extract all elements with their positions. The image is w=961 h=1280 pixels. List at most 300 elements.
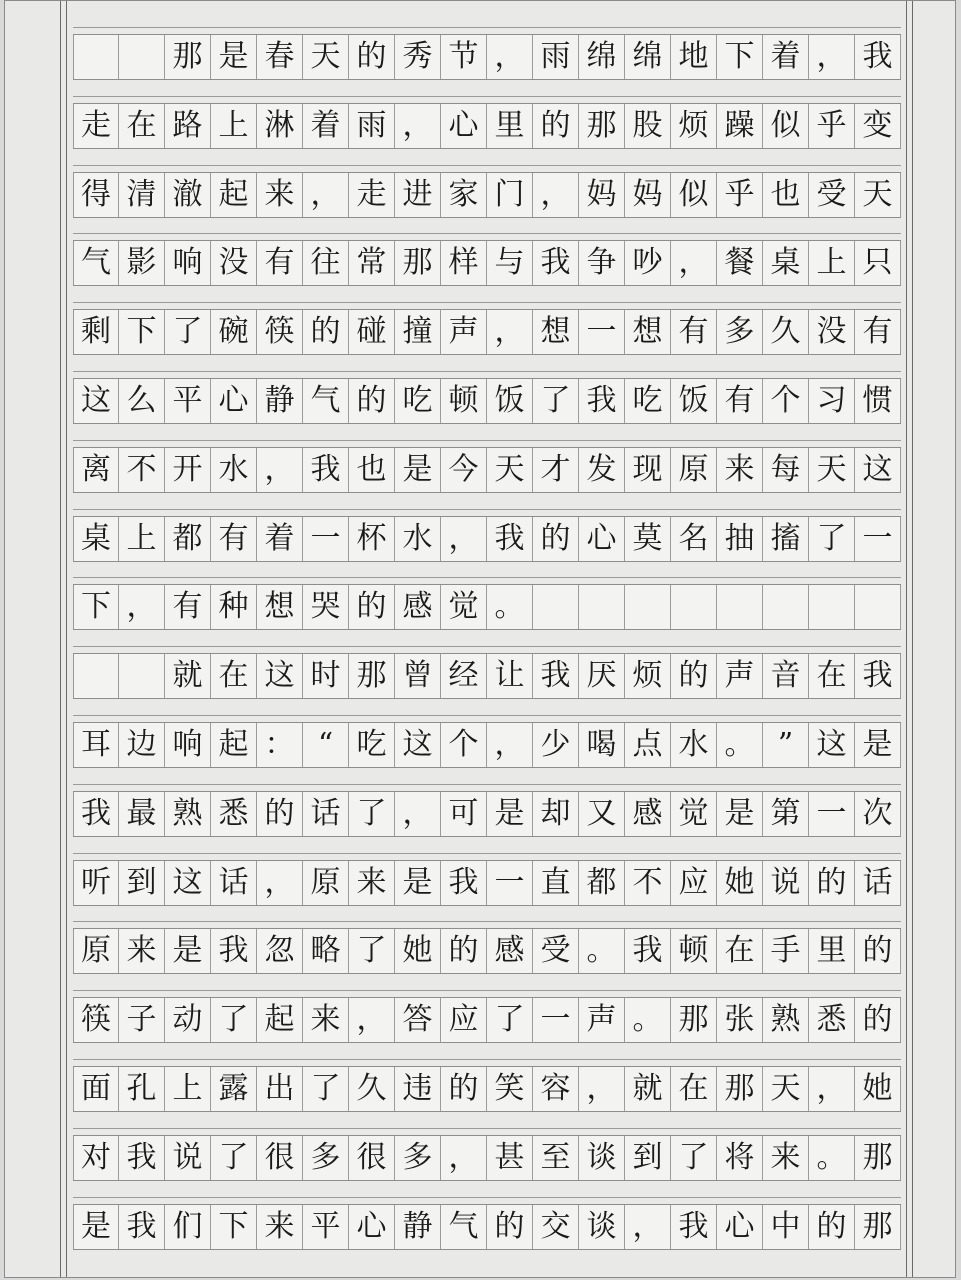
grid-cell (855, 585, 901, 629)
grid-cell: 甚 (487, 1136, 533, 1180)
grid-cell (119, 35, 165, 79)
grid-cell: 那 (671, 998, 717, 1042)
grid-cell: 是 (717, 792, 763, 836)
grid-cell: 容 (533, 1067, 579, 1111)
grid-cell: 听 (73, 861, 119, 905)
grid-cell: ， (441, 1136, 487, 1180)
grid-cell: 杯 (349, 517, 395, 561)
grid-cell: 交 (533, 1205, 579, 1249)
grid-cell: 想 (257, 585, 303, 629)
grid-cell: 气 (441, 1205, 487, 1249)
grid-cell: 躁 (717, 104, 763, 148)
grid-row (73, 378, 901, 424)
grid-cell: 感 (625, 792, 671, 836)
grid-cell: 绵 (625, 35, 671, 79)
left-margin-line (60, 1, 61, 1277)
grid-cell: 我 (441, 861, 487, 905)
grid-cell: 原 (671, 448, 717, 492)
grid-cell: 天 (763, 1067, 809, 1111)
grid-row (73, 791, 901, 837)
grid-cell: 上 (165, 1067, 211, 1111)
grid-cell: 子 (119, 998, 165, 1042)
grid-cell: 上 (119, 517, 165, 561)
grid-cell: 来 (349, 861, 395, 905)
grid-cell: 话 (211, 861, 257, 905)
grid-cell: 有 (211, 517, 257, 561)
grid-cell: 变 (855, 104, 901, 148)
grid-cell: 都 (165, 517, 211, 561)
grid-cell: 着 (257, 517, 303, 561)
grid-cell: 没 (211, 241, 257, 285)
grid-cell: 也 (763, 173, 809, 217)
grid-row (73, 1204, 901, 1250)
grid-cell: 不 (119, 448, 165, 492)
grid-cell: 吵 (625, 241, 671, 285)
grid-cell: 乎 (717, 173, 763, 217)
grid-cell (73, 654, 119, 698)
grid-cell (625, 585, 671, 629)
grid-cell: 熟 (763, 998, 809, 1042)
grid-cell: 这 (165, 861, 211, 905)
grid-cell: 离 (73, 448, 119, 492)
grid-cell: 常 (349, 241, 395, 285)
grid-cell: 是 (165, 929, 211, 973)
grid-cell: 笑 (487, 1067, 533, 1111)
grid-cell: 顿 (671, 929, 717, 973)
grid-cell: 多 (303, 1136, 349, 1180)
grid-cell: 经 (441, 654, 487, 698)
grid-cell: 饭 (671, 379, 717, 423)
grid-cell: 种 (211, 585, 257, 629)
grid-cell: 有 (717, 379, 763, 423)
grid-cell: 。 (717, 723, 763, 767)
grid-cell: 水 (211, 448, 257, 492)
grid-cell: 这 (395, 723, 441, 767)
grid-cell: ， (487, 35, 533, 79)
grid-cell: 的 (487, 1205, 533, 1249)
grid-cell (533, 585, 579, 629)
grid-cell (763, 585, 809, 629)
grid-cell: 熟 (165, 792, 211, 836)
grid-cell: 影 (119, 241, 165, 285)
grid-cell: ， (487, 310, 533, 354)
grid-cell: 是 (395, 448, 441, 492)
grid-cell: 在 (717, 929, 763, 973)
grid-cell: 筷 (257, 310, 303, 354)
grid-cell: 了 (165, 310, 211, 354)
grid-cell: 了 (303, 1067, 349, 1111)
grid-cell: 烦 (625, 654, 671, 698)
grid-cell: ， (809, 1067, 855, 1111)
grid-cell: 走 (73, 104, 119, 148)
grid-cell: 进 (395, 173, 441, 217)
grid-cell: 违 (395, 1067, 441, 1111)
grid-cell: 水 (395, 517, 441, 561)
grid-cell: 起 (211, 723, 257, 767)
grid-cell: 应 (441, 998, 487, 1042)
grid-cell: 平 (303, 1205, 349, 1249)
grid-cell: 在 (119, 104, 165, 148)
grid-cell: ， (257, 861, 303, 905)
grid-cell: 似 (763, 104, 809, 148)
grid-cell: 开 (165, 448, 211, 492)
grid-cell: 一 (487, 861, 533, 905)
grid-cell: 吃 (625, 379, 671, 423)
grid-cell: 少 (533, 723, 579, 767)
grid-row (73, 1066, 901, 1112)
grid-cell: 绵 (579, 35, 625, 79)
right-margin-line-inner (906, 1, 907, 1277)
grid-cell: 响 (165, 241, 211, 285)
grid-cell: 来 (119, 929, 165, 973)
grid-row (73, 653, 901, 699)
grid-cell: 响 (165, 723, 211, 767)
grid-cell: 我 (211, 929, 257, 973)
grid-cell: 抽 (717, 517, 763, 561)
grid-cell: 曾 (395, 654, 441, 698)
grid-cell: 了 (211, 998, 257, 1042)
grid-row (73, 1135, 901, 1181)
grid-cell: 莫 (625, 517, 671, 561)
grid-cell: 次 (855, 792, 901, 836)
grid-cell: 撞 (395, 310, 441, 354)
grid-cell: 一 (579, 310, 625, 354)
grid-cell: 上 (211, 104, 257, 148)
left-margin-line-inner (66, 1, 67, 1277)
grid-cell: 搐 (763, 517, 809, 561)
grid-cell: 的 (533, 104, 579, 148)
grid-cell: ， (487, 723, 533, 767)
grid-cell: 也 (349, 448, 395, 492)
grid-cell: ， (625, 1205, 671, 1249)
grid-cell: 股 (625, 104, 671, 148)
grid-cell: 她 (855, 1067, 901, 1111)
grid-cell: 的 (303, 310, 349, 354)
grid-cell: 顿 (441, 379, 487, 423)
grid-cell: 我 (73, 792, 119, 836)
grid-cell: ， (303, 173, 349, 217)
grid-cell: 出 (257, 1067, 303, 1111)
grid-cell: 那 (855, 1205, 901, 1249)
grid-cell: 至 (533, 1136, 579, 1180)
grid-cell: 直 (533, 861, 579, 905)
grid-cell: 了 (211, 1136, 257, 1180)
grid-cell: 的 (671, 654, 717, 698)
grid-row (73, 997, 901, 1043)
grid-cell: 是 (487, 792, 533, 836)
grid-cell: 那 (395, 241, 441, 285)
grid-cell: 天 (855, 173, 901, 217)
grid-cell: 这 (855, 448, 901, 492)
grid-row (73, 34, 901, 80)
grid-cell: 乎 (809, 104, 855, 148)
grid-cell: 将 (717, 1136, 763, 1180)
grid-cell: 家 (441, 173, 487, 217)
grid-cell: 说 (763, 861, 809, 905)
grid-cell: 一 (303, 517, 349, 561)
grid-cell: 心 (579, 517, 625, 561)
grid-cell: 碗 (211, 310, 257, 354)
grid-cell: 厌 (579, 654, 625, 698)
grid-cell: 淋 (257, 104, 303, 148)
grid-cell: 张 (717, 998, 763, 1042)
grid-cell: 了 (349, 929, 395, 973)
grid-cell: 应 (671, 861, 717, 905)
grid-cell: 这 (809, 723, 855, 767)
grid-cell: 的 (809, 1205, 855, 1249)
grid-cell: 很 (257, 1136, 303, 1180)
grid-cell (579, 585, 625, 629)
grid-cell: 才 (533, 448, 579, 492)
grid-cell: 多 (717, 310, 763, 354)
grid-row (73, 516, 901, 562)
grid-cell: 就 (625, 1067, 671, 1111)
grid-cell: 却 (533, 792, 579, 836)
grid-cell: 妈 (579, 173, 625, 217)
grid-cell: 了 (671, 1136, 717, 1180)
grid-cell: 起 (211, 173, 257, 217)
grid-cell: 在 (809, 654, 855, 698)
grid-cell: 不 (625, 861, 671, 905)
grid-cell: 又 (579, 792, 625, 836)
grid-cell: 觉 (441, 585, 487, 629)
grid-cell: 心 (441, 104, 487, 148)
grid-cell: 我 (579, 379, 625, 423)
grid-cell: 天 (487, 448, 533, 492)
grid-cell: ， (395, 104, 441, 148)
grid-cell: 烦 (671, 104, 717, 148)
grid-cell: ” (763, 723, 809, 767)
grid-cell: 与 (487, 241, 533, 285)
grid-cell: 个 (441, 723, 487, 767)
grid-cell: 我 (487, 517, 533, 561)
grid-cell: 最 (119, 792, 165, 836)
grid-cell: 来 (257, 1205, 303, 1249)
grid-cell: 我 (625, 929, 671, 973)
grid-cell: 澈 (165, 173, 211, 217)
grid-cell: 心 (717, 1205, 763, 1249)
grid-cell: ， (441, 517, 487, 561)
grid-cell: 第 (763, 792, 809, 836)
grid-cell: 略 (303, 929, 349, 973)
grid-cell: 声 (579, 998, 625, 1042)
grid-cell: 孔 (119, 1067, 165, 1111)
grid-cell: 来 (763, 1136, 809, 1180)
grid-cell: 下 (119, 310, 165, 354)
grid-cell: 边 (119, 723, 165, 767)
grid-cell: 桌 (763, 241, 809, 285)
manuscript-sheet (4, 0, 956, 1278)
grid-cell: 了 (487, 998, 533, 1042)
grid-cell: 静 (257, 379, 303, 423)
grid-cell: 我 (671, 1205, 717, 1249)
grid-cell: 我 (119, 1136, 165, 1180)
grid-cell: 我 (303, 448, 349, 492)
grid-cell (717, 585, 763, 629)
grid-cell: 手 (763, 929, 809, 973)
grid-cell: 让 (487, 654, 533, 698)
grid-cell: 到 (625, 1136, 671, 1180)
grid-cell: 耳 (73, 723, 119, 767)
grid-cell: 哭 (303, 585, 349, 629)
grid-cell: ， (349, 998, 395, 1042)
grid-cell: 惯 (855, 379, 901, 423)
grid-cell (73, 35, 119, 79)
grid-cell: 么 (119, 379, 165, 423)
grid-cell: 下 (211, 1205, 257, 1249)
grid-cell: 气 (73, 241, 119, 285)
grid-cell: 受 (809, 173, 855, 217)
grid-cell: 点 (625, 723, 671, 767)
grid-cell: ， (671, 241, 717, 285)
grid-row (73, 584, 901, 630)
grid-cell: 。 (579, 929, 625, 973)
grid-cell: 想 (625, 310, 671, 354)
grid-cell: 都 (579, 861, 625, 905)
grid-cell: 个 (763, 379, 809, 423)
grid-cell: 是 (855, 723, 901, 767)
grid-cell: 这 (73, 379, 119, 423)
grid-cell: 桌 (73, 517, 119, 561)
grid-cell: 走 (349, 173, 395, 217)
grid-cell (119, 654, 165, 698)
grid-cell: ， (809, 35, 855, 79)
grid-cell: ： (257, 723, 303, 767)
grid-cell: 一 (855, 517, 901, 561)
grid-cell: 面 (73, 1067, 119, 1111)
grid-cell: 喝 (579, 723, 625, 767)
grid-cell: 原 (73, 929, 119, 973)
grid-cell: 露 (211, 1067, 257, 1111)
grid-cell: 筷 (73, 998, 119, 1042)
grid-cell: 一 (533, 998, 579, 1042)
grid-cell: 感 (395, 585, 441, 629)
grid-cell: 的 (855, 929, 901, 973)
grid-row (73, 860, 901, 906)
grid-cell: 谈 (579, 1136, 625, 1180)
grid-row (73, 722, 901, 768)
grid-cell: “ (303, 723, 349, 767)
grid-cell: 受 (533, 929, 579, 973)
grid-cell: 答 (395, 998, 441, 1042)
grid-cell: 的 (349, 379, 395, 423)
grid-cell: 静 (395, 1205, 441, 1249)
grid-cell: 今 (441, 448, 487, 492)
grid-cell: 了 (533, 379, 579, 423)
grid-cell: 谈 (579, 1205, 625, 1249)
grid-row (73, 928, 901, 974)
grid-cell: 在 (211, 654, 257, 698)
grid-cell: 天 (303, 35, 349, 79)
grid-cell (809, 585, 855, 629)
grid-cell: 路 (165, 104, 211, 148)
grid-row (73, 447, 901, 493)
grid-cell: 着 (303, 104, 349, 148)
grid-cell: 来 (303, 998, 349, 1042)
grid-cell: 来 (257, 173, 303, 217)
grid-cell: 下 (73, 585, 119, 629)
grid-cell: 。 (809, 1136, 855, 1180)
grid-cell: 吃 (395, 379, 441, 423)
grid-cell: 音 (763, 654, 809, 698)
grid-cell: 一 (809, 792, 855, 836)
grid-cell: 天 (809, 448, 855, 492)
grid-cell: 上 (809, 241, 855, 285)
grid-cell: 。 (625, 998, 671, 1042)
grid-cell: 现 (625, 448, 671, 492)
grid-cell: 名 (671, 517, 717, 561)
grid-cell: 每 (763, 448, 809, 492)
grid-cell: 到 (119, 861, 165, 905)
grid-cell: 那 (349, 654, 395, 698)
grid-row (73, 240, 901, 286)
grid-cell: 里 (809, 929, 855, 973)
grid-cell: 地 (671, 35, 717, 79)
grid-cell: 发 (579, 448, 625, 492)
grid-cell: 清 (119, 173, 165, 217)
grid-cell: 只 (855, 241, 901, 285)
grid-cell: 的 (855, 998, 901, 1042)
grid-cell: 有 (855, 310, 901, 354)
grid-cell: 话 (855, 861, 901, 905)
grid-cell: 了 (349, 792, 395, 836)
grid-cell: 可 (441, 792, 487, 836)
grid-cell: 多 (395, 1136, 441, 1180)
grid-row (73, 103, 901, 149)
grid-cell: ， (579, 1067, 625, 1111)
grid-cell: 很 (349, 1136, 395, 1180)
grid-cell: 们 (165, 1205, 211, 1249)
grid-cell: 节 (441, 35, 487, 79)
grid-cell: 我 (533, 241, 579, 285)
grid-cell: 秀 (395, 35, 441, 79)
grid-cell: 争 (579, 241, 625, 285)
grid-cell: ， (119, 585, 165, 629)
grid-cell: 时 (303, 654, 349, 698)
grid-cell: 下 (717, 35, 763, 79)
grid-cell: ， (533, 173, 579, 217)
grid-cell: 觉 (671, 792, 717, 836)
grid-cell: 餐 (717, 241, 763, 285)
grid-cell: 起 (257, 998, 303, 1042)
grid-cell: 剩 (73, 310, 119, 354)
grid-cell: 心 (211, 379, 257, 423)
grid-cell: ， (257, 448, 303, 492)
grid-cell: 妈 (625, 173, 671, 217)
grid-cell: 那 (717, 1067, 763, 1111)
character-grid (73, 34, 901, 1274)
grid-cell: 是 (211, 35, 257, 79)
grid-cell: 中 (763, 1205, 809, 1249)
grid-cell: 气 (303, 379, 349, 423)
grid-cell: 的 (533, 517, 579, 561)
grid-cell: 久 (349, 1067, 395, 1111)
grid-cell: 的 (257, 792, 303, 836)
grid-cell: 门 (487, 173, 533, 217)
grid-cell: 有 (257, 241, 303, 285)
grid-cell: 春 (257, 35, 303, 79)
grid-cell: 水 (671, 723, 717, 767)
grid-cell: 的 (349, 35, 395, 79)
grid-cell: 碰 (349, 310, 395, 354)
grid-row (73, 172, 901, 218)
grid-cell: 悉 (211, 792, 257, 836)
grid-cell: 是 (395, 861, 441, 905)
grid-cell: 的 (441, 929, 487, 973)
grid-cell: 声 (441, 310, 487, 354)
grid-cell: 了 (809, 517, 855, 561)
grid-cell: 平 (165, 379, 211, 423)
